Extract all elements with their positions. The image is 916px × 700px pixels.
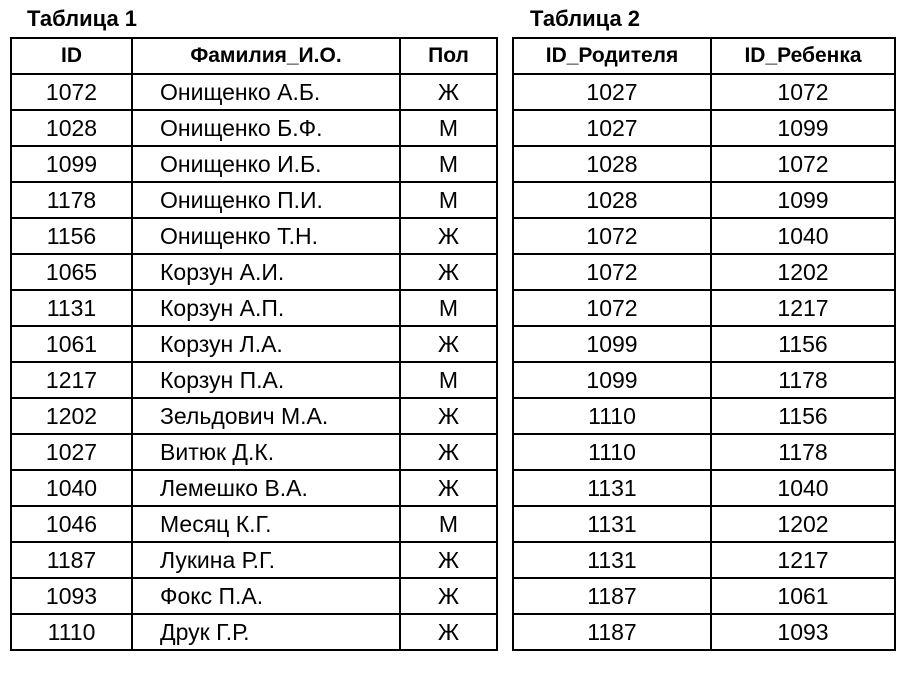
cell-sex: Ж — [400, 614, 497, 650]
cell-fio: Друк Г.Р. — [132, 614, 400, 650]
cell-fio: Зельдович М.А. — [132, 398, 400, 434]
cell-id: 1131 — [11, 290, 132, 326]
cell-id: 1217 — [11, 362, 132, 398]
cell-child-id: 1202 — [711, 254, 895, 290]
table-row — [11, 110, 497, 146]
cell-id: 1040 — [11, 470, 132, 506]
cell-parent-id: 1187 — [513, 614, 711, 650]
cell-parent-id: 1027 — [513, 110, 711, 146]
cell-id: 1202 — [11, 398, 132, 434]
cell-parent-id: 1028 — [513, 182, 711, 218]
cell-id: 1046 — [11, 506, 132, 542]
table2-caption: Таблица 2 — [530, 6, 641, 31]
table-row — [513, 362, 895, 398]
cell-parent-id: 1131 — [513, 542, 711, 578]
cell-sex: Ж — [400, 254, 497, 290]
table-row — [11, 218, 497, 254]
table-row — [11, 326, 497, 362]
parent-child-table — [512, 37, 896, 651]
cell-fio: Месяц К.Г. — [132, 506, 400, 542]
cell-parent-id: 1187 — [513, 578, 711, 614]
cell-id: 1027 — [11, 434, 132, 470]
cell-fio: Корзун П.А. — [132, 362, 400, 398]
cell-child-id: 1093 — [711, 614, 895, 650]
column-header-child-id: ID_Ребенка — [711, 38, 895, 74]
column-header-parent-id: ID_Родителя — [513, 38, 711, 74]
cell-child-id: 1178 — [711, 362, 895, 398]
table-row — [11, 578, 497, 614]
table-row — [11, 290, 497, 326]
cell-child-id: 1217 — [711, 542, 895, 578]
cell-sex: Ж — [400, 578, 497, 614]
table-row — [11, 506, 497, 542]
cell-fio: Лукина Р.Г. — [132, 542, 400, 578]
cell-parent-id: 1131 — [513, 506, 711, 542]
cell-id: 1061 — [11, 326, 132, 362]
cell-child-id: 1072 — [711, 146, 895, 182]
table-row — [11, 614, 497, 650]
cell-id: 1156 — [11, 218, 132, 254]
cell-id: 1110 — [11, 614, 132, 650]
cell-fio: Витюк Д.К. — [132, 434, 400, 470]
table-row — [11, 542, 497, 578]
cell-fio: Корзун А.П. — [132, 290, 400, 326]
persons-table — [10, 37, 498, 651]
cell-parent-id: 1072 — [513, 290, 711, 326]
cell-sex: Ж — [400, 326, 497, 362]
cell-sex: М — [400, 146, 497, 182]
cell-sex: Ж — [400, 218, 497, 254]
table-row — [513, 218, 895, 254]
table-row — [513, 434, 895, 470]
cell-sex: Ж — [400, 74, 497, 110]
cell-child-id: 1072 — [711, 74, 895, 110]
table-row — [513, 614, 895, 650]
cell-child-id: 1040 — [711, 470, 895, 506]
table-row — [513, 146, 895, 182]
table-row — [11, 182, 497, 218]
cell-sex: Ж — [400, 434, 497, 470]
table-row — [513, 110, 895, 146]
cell-sex: Ж — [400, 470, 497, 506]
table-row — [513, 398, 895, 434]
table-row — [11, 398, 497, 434]
cell-child-id: 1217 — [711, 290, 895, 326]
cell-sex: Ж — [400, 398, 497, 434]
cell-id: 1099 — [11, 146, 132, 182]
cell-fio: Онищенко П.И. — [132, 182, 400, 218]
table-row — [513, 506, 895, 542]
cell-id: 1072 — [11, 74, 132, 110]
column-header-id: ID — [11, 38, 132, 74]
cell-child-id: 1202 — [711, 506, 895, 542]
table-row — [513, 326, 895, 362]
cell-parent-id: 1099 — [513, 326, 711, 362]
table-row — [11, 470, 497, 506]
cell-id: 1028 — [11, 110, 132, 146]
table1-caption: Таблица 1 — [27, 6, 138, 31]
table-row — [11, 254, 497, 290]
cell-child-id: 1156 — [711, 326, 895, 362]
cell-id: 1187 — [11, 542, 132, 578]
cell-fio: Онищенко Т.Н. — [132, 218, 400, 254]
table-row — [513, 254, 895, 290]
cell-sex: М — [400, 362, 497, 398]
table-header-row — [513, 38, 895, 74]
cell-parent-id: 1027 — [513, 74, 711, 110]
cell-fio: Фокс П.А. — [132, 578, 400, 614]
cell-parent-id: 1110 — [513, 434, 711, 470]
table-row — [513, 470, 895, 506]
column-header-sex: Пол — [400, 38, 497, 74]
table-row — [513, 290, 895, 326]
table-row — [513, 74, 895, 110]
cell-sex: М — [400, 182, 497, 218]
cell-parent-id: 1131 — [513, 470, 711, 506]
cell-fio: Онищенко Б.Ф. — [132, 110, 400, 146]
cell-parent-id: 1072 — [513, 218, 711, 254]
table-row — [513, 578, 895, 614]
cell-child-id: 1040 — [711, 218, 895, 254]
table-header-row — [11, 38, 497, 74]
cell-fio: Корзун Л.А. — [132, 326, 400, 362]
cell-id: 1065 — [11, 254, 132, 290]
cell-fio: Лемешко В.А. — [132, 470, 400, 506]
cell-child-id: 1061 — [711, 578, 895, 614]
cell-sex: Ж — [400, 542, 497, 578]
cell-parent-id: 1072 — [513, 254, 711, 290]
cell-sex: М — [400, 110, 497, 146]
table-row — [11, 146, 497, 182]
cell-parent-id: 1099 — [513, 362, 711, 398]
cell-fio: Онищенко И.Б. — [132, 146, 400, 182]
cell-id: 1093 — [11, 578, 132, 614]
cell-fio: Корзун А.И. — [132, 254, 400, 290]
cell-parent-id: 1028 — [513, 146, 711, 182]
table-row — [11, 362, 497, 398]
table-row — [11, 434, 497, 470]
cell-id: 1178 — [11, 182, 132, 218]
table-row — [11, 74, 497, 110]
table-row — [513, 182, 895, 218]
cell-fio: Онищенко А.Б. — [132, 74, 400, 110]
cell-child-id: 1099 — [711, 182, 895, 218]
column-header-fio: Фамилия_И.О. — [132, 38, 400, 74]
cell-child-id: 1156 — [711, 398, 895, 434]
cell-child-id: 1178 — [711, 434, 895, 470]
cell-sex: М — [400, 506, 497, 542]
table-row — [513, 542, 895, 578]
cell-child-id: 1099 — [711, 110, 895, 146]
cell-sex: М — [400, 290, 497, 326]
cell-parent-id: 1110 — [513, 398, 711, 434]
